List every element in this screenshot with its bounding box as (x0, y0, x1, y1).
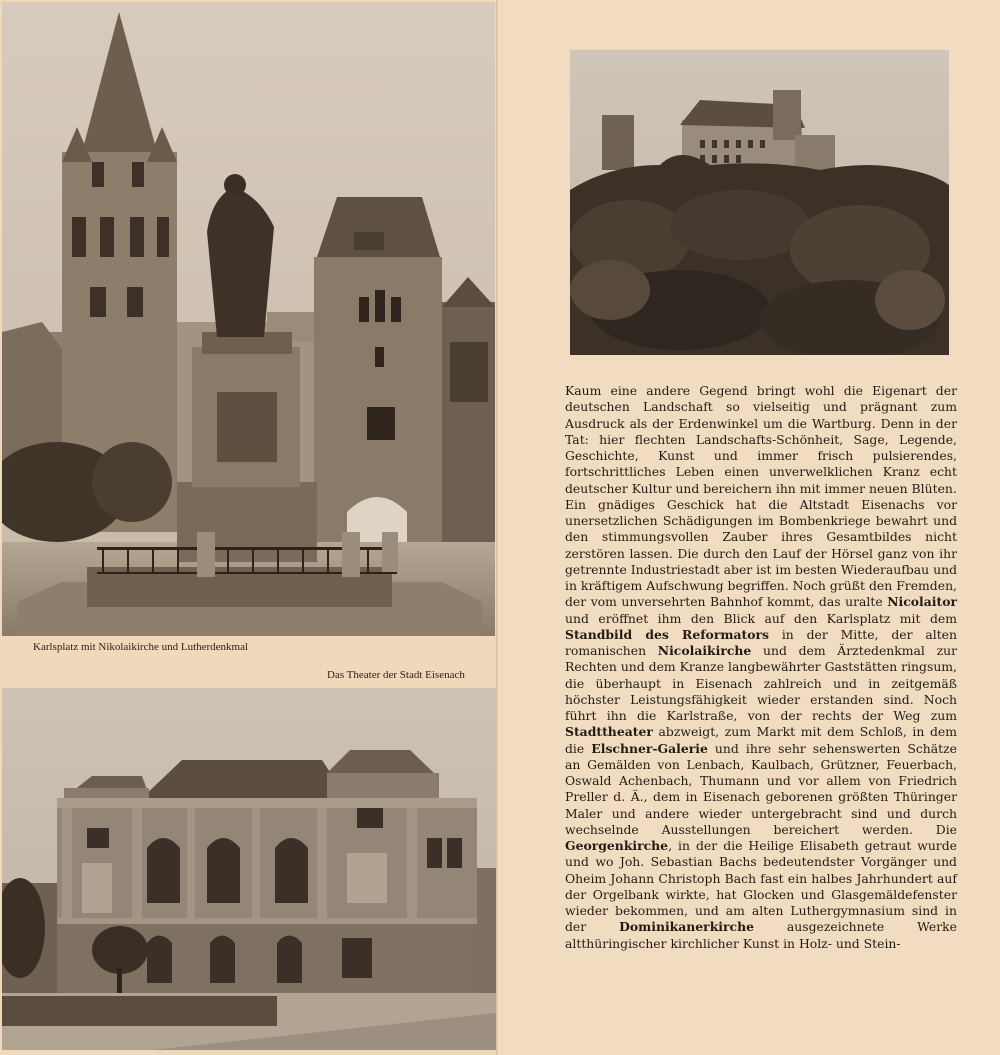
text-run: und eröffnet ihm den Blick auf den Karlsplatz mit dem (565, 610, 957, 626)
body-text (565, 383, 957, 952)
wartburg-photo (570, 50, 949, 355)
theater-caption: Das Theater der Stadt Eisenach (327, 669, 465, 681)
text-run: und dem Ärztedenkmal zur Rechten und dem Kranze langbewährter Gaststätten ringsum, die überhaupt in Eisenach zahlreich und in zeitgemäß höchster Leistungsfähigkeit wieder erstanden sind. Noch führt ihn die Karlstraße, von der rechts der Weg zum (565, 643, 958, 723)
text-run: Ein gnädiges Geschick hat die Altstadt Eisenachs vor unersetzlichen Schädigungen im Bombenkriege bewahrt und den stimmungsvollen Zauber ihres Gesamtbildes nicht zerstören lassen. Die durch den Lauf der Hörsel ganz von ihr getrennte Industriestadt aber ist im besten Wiederaufbau und in kräftigem Aufschwung begriffen. Noch grüßt den Fremden, der vom unversehrten Bahnhof kommt, das uralte (565, 496, 957, 610)
text-run: ausgezeichnete Werke altthüringischer kirchlicher Kunst in Holz- und Stein- (565, 919, 957, 951)
karlsplatz-caption: Karlsplatz mit Nikolaikirche und Lutherdenkmal (33, 641, 249, 653)
karlsplatz-photo (2, 2, 495, 636)
bold-term: Elschner-Galerie (591, 740, 708, 756)
text-run: in der Mitte, der alten romanischen (565, 626, 957, 658)
text-run: abzweigt, zum Markt mit dem Schloß, in dem die (565, 724, 957, 756)
paragraph-1 (565, 383, 957, 497)
text-run: und ihre sehr sehenswerten Schätze an Gemälden von Lenbach, Kaulbach, Grützner, Feuerbach, Oswald Achenbach, Thumann und vor allem von Friedrich Preller d. Ä., dem in Eisenach geborenen größten Thüringer Maler und andere wieder untergebracht sind und durch wechselnde Ausstellungen bereichert werden. Die (565, 740, 957, 837)
bold-term: Georgenkirche (565, 838, 669, 853)
theater-photo (2, 688, 496, 1050)
text-run: , in der die Heilige Elisabeth getraut wurde und wo Joh. Sebastian Bachs bedeutendster Vorgänger und Oheim Johann Christoph Bach fast ein halbes Jahrhundert auf der Orgelbank wirkte, hat Glocken und Glasgemäldefenster wieder bekommen, und am alten Luthergymnasium sind in der (565, 838, 957, 935)
bold-term: Nicolaikirche (657, 643, 752, 658)
text-run: Kaum eine andere Gegend bringt wohl die Eigenart der deutschen Landschaft so vielseitig und prägnant zum Ausdruck als der Erdenwinkel um die Wartburg. Denn in der Tat: hier flechten Landschafts-Schönheit, Sage, Legende, Geschichte, Kunst und immer frisch pulsierendes, fortschrittliches Leben einen unverwelklichen Kranz echt deutscher Kultur und bereichern ihn mit immer neuen Blüten. (565, 383, 957, 496)
bold-term: Dominikanerkirche (619, 919, 754, 935)
bold-term: Nicolaitor (887, 594, 957, 610)
bold-term: Stadttheater (565, 724, 653, 740)
bold-term: Standbild des Reformators (565, 626, 769, 642)
paragraph-2 (565, 497, 957, 952)
